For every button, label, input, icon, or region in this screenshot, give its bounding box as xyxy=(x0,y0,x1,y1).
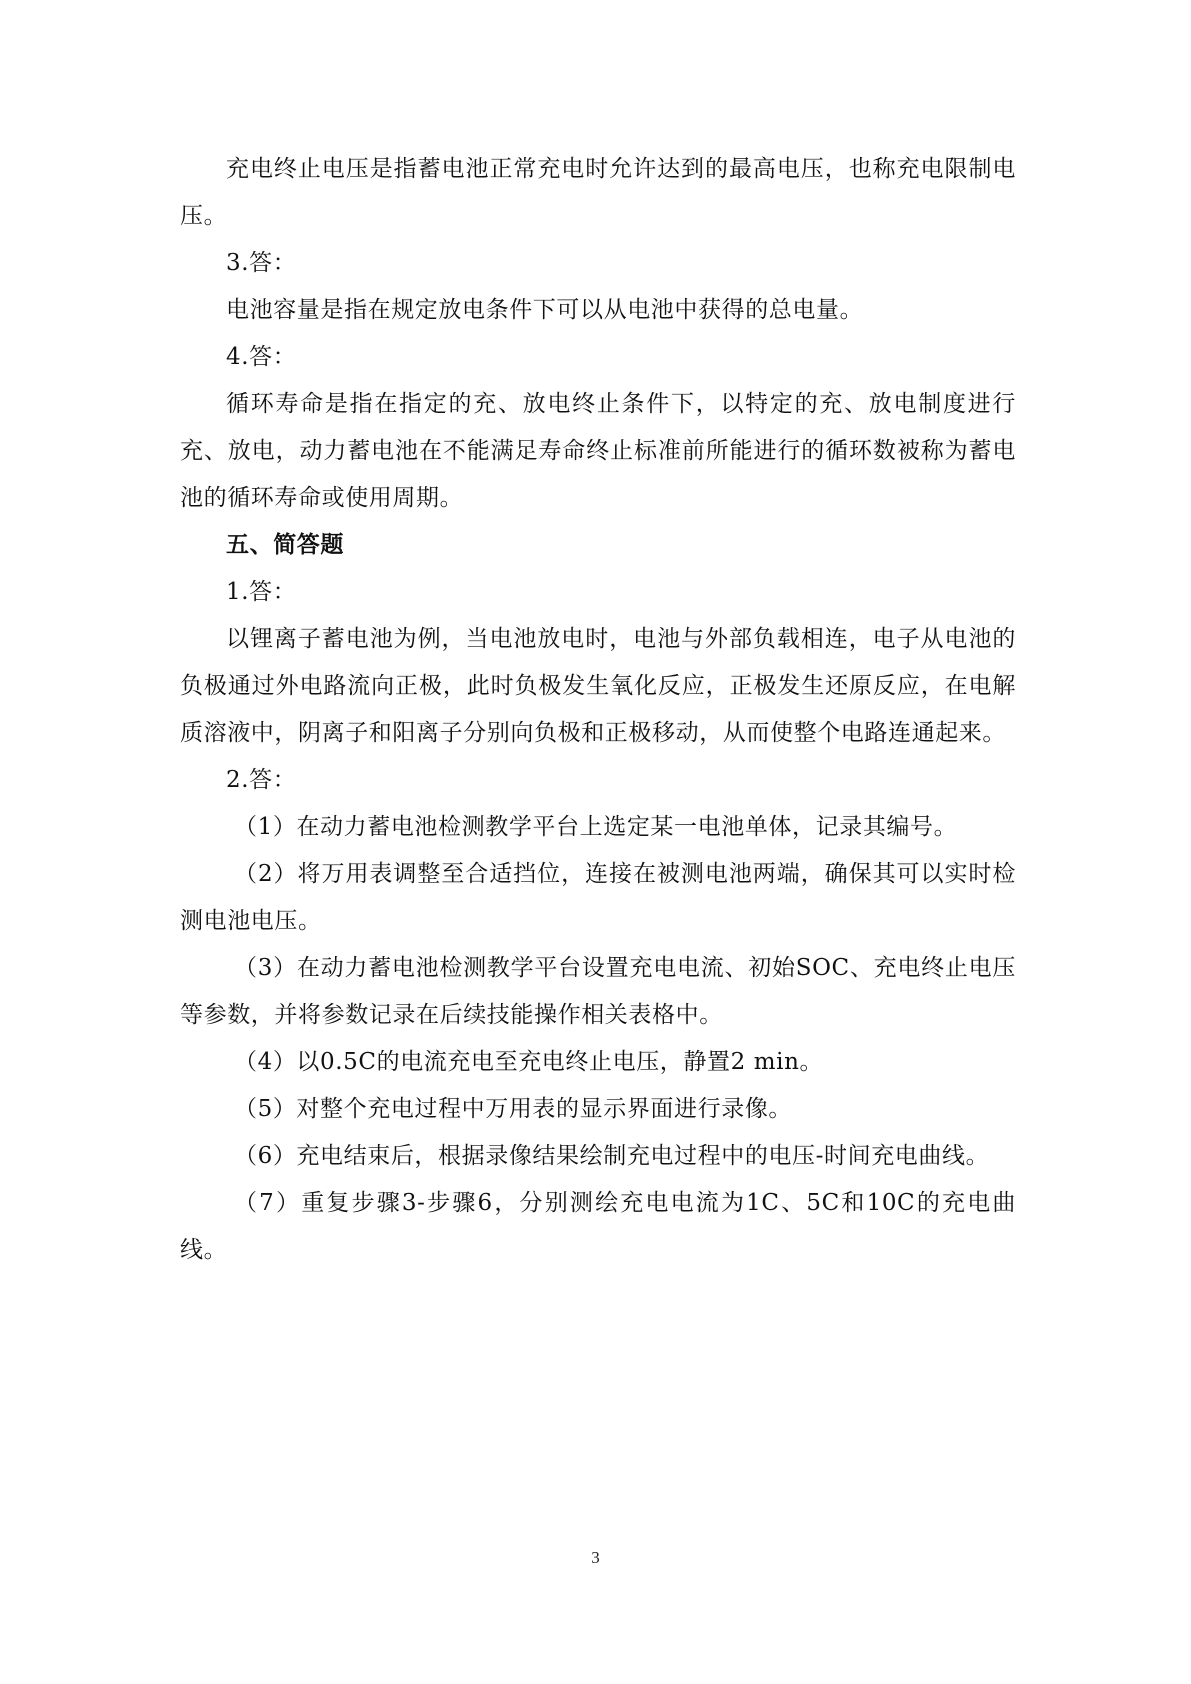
section-heading: 五、简答题 xyxy=(226,532,344,558)
step-item: （6）充电结束后，根据录像结果绘制充电过程中的电压-时间充电曲线。 xyxy=(234,1143,990,1169)
body-text xyxy=(180,146,1016,1274)
paragraph-charge-cutoff-voltage: 充电终止电压是指蓄电池正常充电时允许达到的最高电压，也称充电限制电压。 xyxy=(180,156,1016,229)
paragraph-battery-capacity: 电池容量是指在规定放电条件下可以从电池中获得的总电量。 xyxy=(226,297,864,323)
step-item: （1）在动力蓄电池检测教学平台上选定某一电池单体，记录其编号。 xyxy=(234,814,958,840)
step-item: （7）重复步骤3-步骤6，分别测绘充电电流为1C、5C和10C的充电曲线。 xyxy=(180,1190,1016,1263)
step-item: （5）对整个充电过程中万用表的显示界面进行录像。 xyxy=(234,1096,793,1122)
step-item: （2）将万用表调整至合适挡位，连接在被测电池两端，确保其可以实时检测电池电压。 xyxy=(180,861,1016,934)
paragraph-cycle-life: 循环寿命是指在指定的充、放电终止条件下，以特定的充、放电制度进行充、放电，动力蓄电池在不能满足寿命终止标准前所能进行的循环数被称为蓄电池的循环寿命或使用周期。 xyxy=(180,391,1016,511)
answer-label-4: 4.答： xyxy=(226,344,297,370)
step-item: （3）在动力蓄电池检测教学平台设置充电电流、初始SOC、充电终止电压等参数，并将参数记录在后续技能操作相关表格中。 xyxy=(180,955,1016,1028)
step-item: （4）以0.5C的电流充电至充电终止电压，静置2 min。 xyxy=(234,1049,824,1075)
answer-label-1: 1.答： xyxy=(226,579,297,605)
paragraph-discharge-principle: 以锂离子蓄电池为例，当电池放电时，电池与外部负载相连，电子从电池的负极通过外电路流向正极，此时负极发生氧化反应，正极发生还原反应，在电解质溶液中，阴离子和阳离子分别向负极和正极移动，从而使整个电路连通起来。 xyxy=(180,626,1016,746)
answer-label-3: 3.答： xyxy=(226,250,297,276)
page-number: 3 xyxy=(591,1548,600,1567)
answer-label-2: 2.答： xyxy=(226,767,297,793)
